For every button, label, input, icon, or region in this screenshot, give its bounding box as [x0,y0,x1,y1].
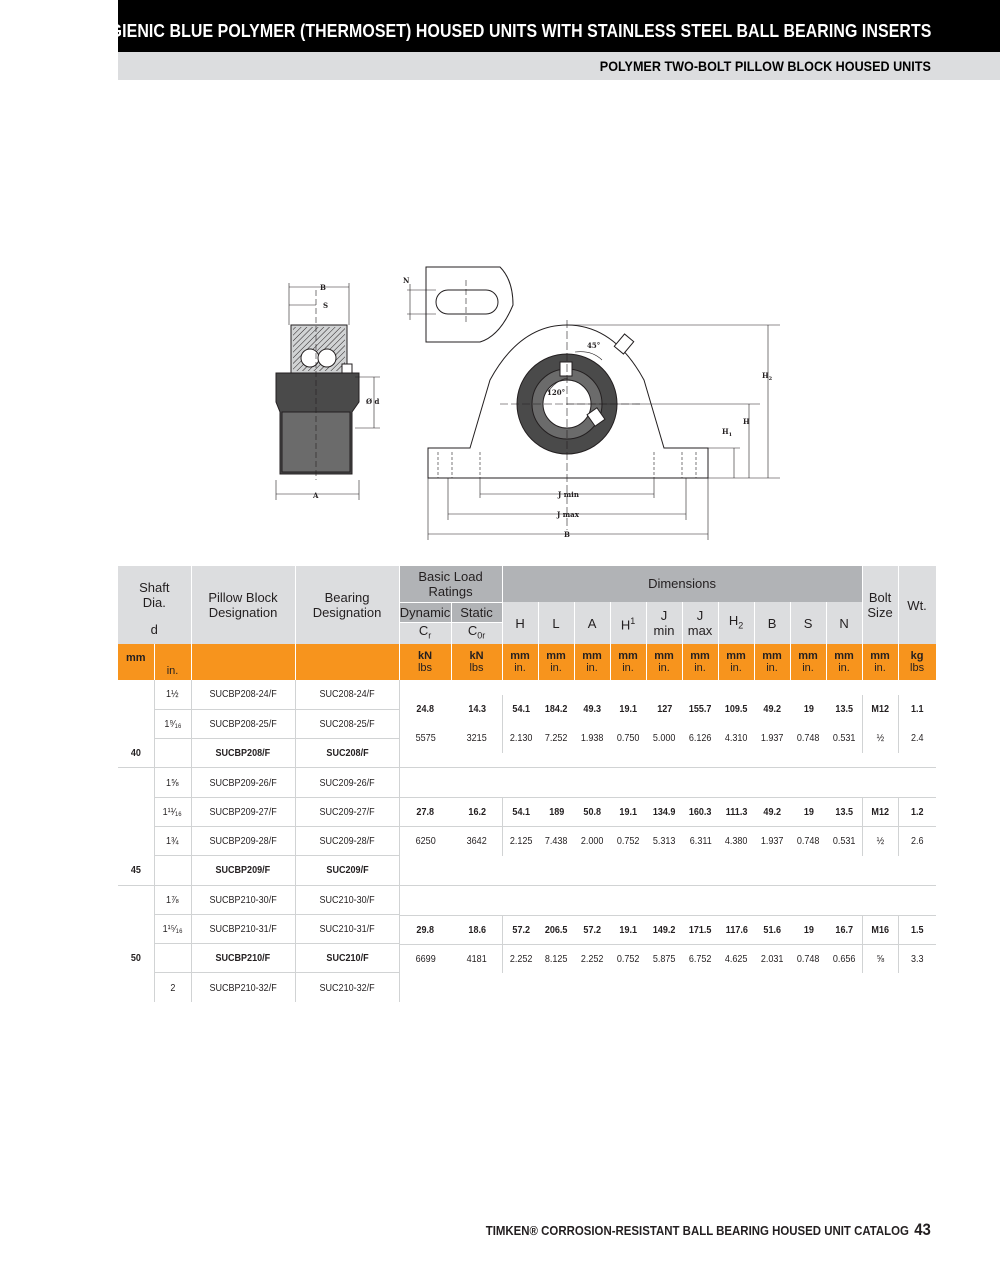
unit-mm-in: mm in. [502,644,538,680]
bearing-cell: SUC210-30/F [295,885,399,914]
values-mm-row [400,915,937,944]
value-cell: 2.000 [575,827,611,856]
page-subtitle: POLYMER TWO-BOLT PILLOW BLOCK HOUSED UNITS [599,58,931,74]
bearing-cell: SUC208-24/F [295,680,399,709]
page-footer [486,1220,931,1240]
page-title: HYGIENIC BLUE POLYMER (THERMOSET) HOUSED UNITS WITH STAINLESS STEEL BALL BEARING INSERTS [86,20,931,41]
header-A: A [574,602,610,644]
label-N: N [403,276,410,285]
title-bar [86,0,1000,52]
value-cell: 1.1 [911,703,925,716]
value-cell: 16.2 [452,798,503,827]
unit-mm-in: mm in. [538,644,574,680]
header-H: H [502,602,538,644]
value-cell: 7.438 [539,827,575,856]
label-Jmin: J min [558,490,579,499]
value-cell: 206.5 [539,915,575,944]
value-cell: 2.125 [503,827,539,856]
value-cell: 6.126 [689,732,712,745]
header-J-min: J min [646,602,682,644]
value-cell: 50.8 [575,798,611,827]
value-cell: 1.2 [899,798,937,827]
value-cell: 0.656 [827,944,863,973]
value-cell: 49.2 [763,703,782,716]
units-row [118,644,936,680]
value-cell: 4.625 [719,944,755,973]
value-cell: 0.752 [611,827,647,856]
value-cell: 0.748 [797,732,820,745]
unit-mm-in: mm in. [718,644,754,680]
value-cell: M16 [863,915,899,944]
value-cell: 127 [656,703,673,716]
header-bearing: Bearing Designation [295,566,399,644]
bearing-cell: SUC209-27/F [295,797,399,826]
value-cell: 27.8 [400,798,452,827]
label-B-side: B [320,283,326,292]
shaft-mm-cell [118,826,154,855]
pillow-block-drawing [260,258,780,548]
value-cell: 49.2 [755,798,791,827]
value-cell: 109.5 [725,703,748,716]
header-cr: $C_r$ [399,622,451,644]
value-cell: 149.2 [647,915,683,944]
value-cell: 4.310 [725,732,748,745]
value-cell: 29.8 [400,915,452,944]
header-N: N [826,602,862,644]
value-cell: 19.1 [619,703,638,716]
value-cell: 2.252 [575,944,611,973]
shaft-mm-cell [118,709,154,738]
shaft-mm-cell: 45 [118,856,154,885]
specification-table [118,566,937,1002]
value-cell: 1.937 [755,827,791,856]
value-cell: 5575 [415,732,436,745]
values-in-row [400,827,937,856]
value-cell: 19 [803,703,814,716]
header-pillow-block: Pillow Block Designation [191,566,295,644]
values-block [399,768,936,885]
value-cell: 19 [791,915,827,944]
unit-mm-in: mm in. [574,644,610,680]
shaft-mm-cell: 50 [118,944,154,973]
value-cell: M12 [863,798,899,827]
unit-kN-lbs-static: kN lbs [451,644,502,680]
value-cell: 13.5 [827,695,863,724]
value-cell: 16.7 [827,915,863,944]
value-cell: ½ [863,827,899,856]
label-H: H [743,417,750,426]
bearing-cell: SUC208-25/F [295,709,399,738]
pillow-block-cell: SUCBP209-28/F [191,826,295,855]
shaft-in-cell: 1⅝ [154,768,191,797]
unit-mm-in: mm in. [682,644,718,680]
value-cell: 0.750 [617,732,640,745]
value-cell: 3642 [452,827,503,856]
value-cell: 171.5 [683,915,719,944]
pillow-block-cell: SUCBP208-24/F [191,680,295,709]
subtitle-bar [118,52,1000,80]
pillow-block-cell: SUCBP210-30/F [191,885,295,914]
value-cell: 1.938 [581,732,604,745]
unit-kg-lbs: kg lbs [898,644,936,680]
value-cell: 189 [539,798,575,827]
shaft-in-cell [154,856,191,885]
header-dimensions: Dimensions [502,566,862,602]
pillow-block-cell: SUCBP209-27/F [191,797,295,826]
label-Jmax: J max [557,510,579,519]
value-cell: 18.6 [452,915,503,944]
shaft-mm-cell [118,680,154,709]
value-cell: 4.380 [719,827,755,856]
shaft-mm-cell [118,885,154,914]
shaft-in-cell: 2 [154,973,191,1002]
values-mm-row [400,695,937,724]
bearing-cell: SUC208/F [295,739,399,768]
value-cell: 2.031 [755,944,791,973]
header-shaft: Shaft Dia. [118,566,191,622]
shaft-mm-cell: 40 [118,739,154,768]
value-cell: 0.531 [827,724,863,753]
label-120: 120° [547,388,566,397]
value-cell: 1.5 [899,915,937,944]
shaft-mm-cell [118,914,154,943]
header-bolt: Bolt Size [862,566,898,644]
bearing-cell: SUC210-32/F [295,973,399,1002]
value-cell: 1.937 [761,732,784,745]
shaft-mm-cell [118,797,154,826]
value-cell: 6699 [400,944,452,973]
bolt-slot-view [407,267,513,342]
shaft-in-cell: 1½ [154,680,191,709]
value-cell: 0.748 [791,827,827,856]
value-cell: 5.000 [653,732,676,745]
shaft-mm-cell [118,768,154,797]
pillow-block-cell: SUCBP208-25/F [191,709,295,738]
value-cell: 19 [791,798,827,827]
unit-mm-in: mm in. [862,644,898,680]
label-45: 45° [587,341,601,350]
value-cell: 155.7 [689,703,712,716]
label-B-front: B [564,530,570,539]
label-H2: $H_2$ [762,371,773,382]
value-cell: 3.3 [899,944,937,973]
header-H2: $H_2$ [718,602,754,644]
shaft-in-cell [154,944,191,973]
unit-mm-in: mm in. [754,644,790,680]
value-cell: 134.9 [647,798,683,827]
value-cell: 14.3 [452,695,503,724]
header-c0r: $C_{0r}$ [451,622,502,644]
shaft-in-cell: 1⅞ [154,885,191,914]
pillow-block-cell: SUCBP210/F [191,944,295,973]
value-cell: 8.125 [539,944,575,973]
unit-mm: mm [125,652,146,664]
value-cell: 19.1 [611,798,647,827]
value-cell: 0.752 [611,944,647,973]
value-cell: 4181 [452,944,503,973]
label-d: Ø d [366,397,380,406]
pillow-block-cell: SUCBP210-31/F [191,914,295,943]
value-cell: 54.1 [503,798,539,827]
bearing-cell: SUC210/F [295,944,399,973]
value-cell: 2.4 [911,732,925,745]
value-cell: 2.130 [509,732,533,745]
header-dynamic: Dynamic [399,602,451,622]
table-row [118,768,936,797]
header-H1: $H^1$ [610,602,646,644]
value-cell: 19.1 [611,915,647,944]
value-cell: 54.1 [511,703,530,716]
shaft-in-cell: 1¹⁵⁄₁₆ [154,914,191,943]
value-cell: 2.252 [503,944,539,973]
header-L: L [538,602,574,644]
header-static: Static [451,602,502,622]
value-cell: 0.531 [827,827,863,856]
shaft-in-cell: 1⁹⁄₁₆ [154,709,191,738]
shaft-in-cell: 1¾ [154,826,191,855]
label-S: S [323,301,329,310]
pillow-block-cell: SUCBP209-26/F [191,768,295,797]
side-view [276,283,380,500]
bearing-cell: SUC209-28/F [295,826,399,855]
value-cell: 13.5 [827,798,863,827]
header-d: d [118,622,191,644]
pillow-block-cell: SUCBP208/F [191,739,295,768]
values-mm-row [400,798,937,827]
value-cell: 184.2 [545,703,568,716]
pillow-block-cell: SUCBP209/F [191,856,295,885]
shaft-in-cell [154,739,191,768]
value-cell: ⅝ [863,944,899,973]
header-S: S [790,602,826,644]
unit-mm-in: mm in. [610,644,646,680]
footer-catalog-title: TIMKEN® CORROSION-RESISTANT BALL BEARING HOUSED UNIT CATALOG [485,1223,910,1238]
value-cell: 6250 [400,827,452,856]
page-number: 43 [914,1220,931,1239]
header-wt: Wt. [898,566,936,644]
values-block [399,885,936,1002]
value-cell: 6.752 [683,944,719,973]
pillow-block-cell: SUCBP210-32/F [191,973,295,1002]
value-cell: 111.3 [719,798,755,827]
value-cell: ½ [863,724,899,753]
header-basic-load: Basic Load Ratings [399,566,502,602]
value-cell: 7.252 [545,732,568,745]
unit-in: in. [166,665,179,677]
unit-mm-in: mm in. [826,644,862,680]
header-B: B [754,602,790,644]
value-cell: 117.6 [719,915,755,944]
label-A: A [313,491,319,500]
bearing-cell: SUC209-26/F [295,768,399,797]
bearing-cell: SUC209/F [295,856,399,885]
value-cell: 51.6 [755,915,791,944]
values-block [399,680,936,768]
value-cell: 6.311 [683,827,719,856]
table-row [118,885,936,914]
value-cell: 2.6 [899,827,937,856]
header-J-max: J max [682,602,718,644]
values-in-row [400,724,937,753]
bearing-cell: SUC210-31/F [295,914,399,943]
unit-kN-lbs-dynamic: kN lbs [399,644,451,680]
value-cell: 57.2 [575,915,611,944]
value-cell: 0.748 [791,944,827,973]
unit-mm-in: mm in. [646,644,682,680]
value-cell: M12 [863,695,899,724]
table-row [118,680,936,709]
unit-mm-in: mm in. [790,644,826,680]
label-H1: $H_1$ [722,427,733,438]
shaft-in-cell: 1¹¹⁄₁₆ [154,797,191,826]
shaft-mm-cell [118,973,154,1002]
value-cell: 57.2 [503,915,539,944]
grease-fitting [614,334,633,354]
value-cell: 5.875 [647,944,683,973]
values-in-row [400,944,937,973]
value-cell: 3215 [452,724,503,753]
table-body [118,680,936,1002]
value-cell: 160.3 [683,798,719,827]
value-cell: 49.3 [583,703,602,716]
value-cell: 24.8 [416,703,435,716]
value-cell: 5.313 [647,827,683,856]
